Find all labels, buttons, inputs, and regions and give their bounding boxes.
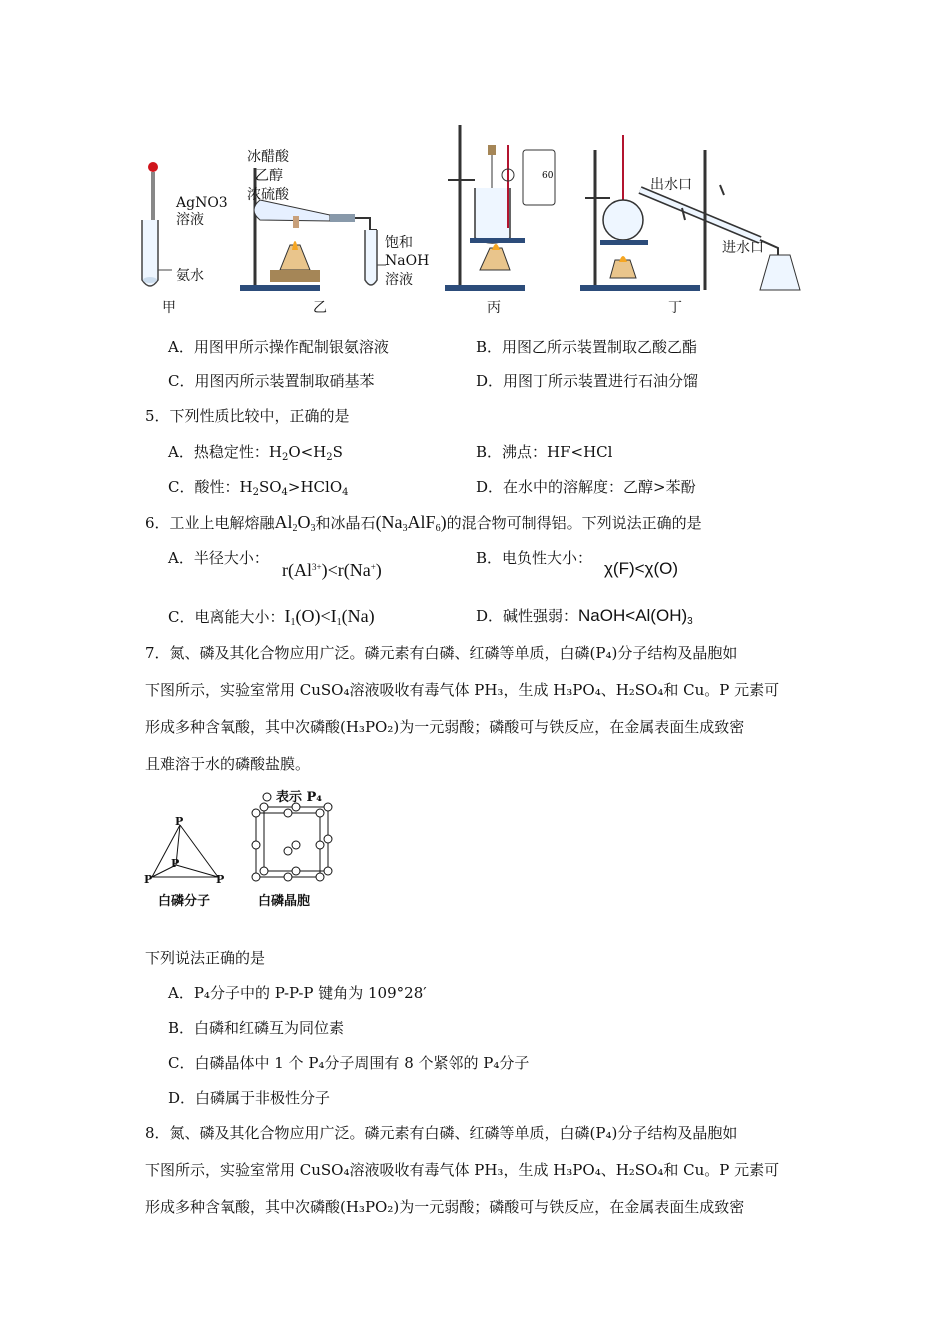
q7-option-c: C．白磷晶体中 1 个 P₄分子周围有 8 个紧邻的 P₄分子 [168,1054,530,1072]
q5-option-b: B．沸点：HF<HCl [476,443,613,461]
q7-option-a: A．P₄分子中的 P-P-P 键角为 109°28′ [168,984,427,1002]
q7-option-b: B．白磷和红磷互为同位素 [168,1019,345,1037]
q6-option-c: C．电离能大小：$I_1(O)<I_1(Na)$ [168,606,375,628]
yi-label-naoh: NaOH [385,253,430,269]
q5-option-c: C．酸性：$H_2SO_4>HClO_4$ [168,478,349,498]
p4-legend: 表示 P₄ [276,790,322,805]
q8-line-3: 形成多种含氧酸，其中次磷酸(H₃PO₂)为一元弱酸；磷酸可与铁反应，在金属表面生成致密 [145,1198,745,1216]
svg-text:P: P [144,873,153,885]
jia-label-agno3: AgNO3 [176,195,228,211]
q6-option-d: D．碱性强弱：$NaOH<Al(OH)_3$ [476,606,693,627]
q4-option-a: A．用图甲所示操作配制银氨溶液 [168,338,389,356]
q5-option-d: D．在水中的溶解度：乙醇>苯酚 [476,478,696,496]
q4-option-d: D．用图丁所示装置进行石油分馏 [476,372,699,390]
q5-option-a: A．热稳定性：$H_2O<H_2S$ [168,443,343,463]
apparatus-ding [580,135,800,291]
yi-label-sulfuric: 浓硫酸 [247,187,289,203]
yi-label-ethanol: 乙醇 [255,168,283,184]
q4-option-b: B．用图乙所示装置制取乙酸乙酯 [476,338,698,356]
q7-line-2: 下图所示，实验室常用 CuSO₄溶液吸收有毒气体 PH₃，生成 H₃PO₄、H₂SO₄和 Cu。P 元素可 [145,681,780,699]
caption-ding: 丁 [668,300,682,316]
svg-text:P: P [171,857,180,870]
p4-molecule [144,815,224,885]
q6-stem: 6．工业上电解熔融$Al_2O_3$和冰晶石$(Na_3AlF_6)$的混合物可制得铝。下列说法正确的是 [145,512,702,534]
caption-bing: 丙 [487,300,501,316]
q7-line-3: 形成多种含氧酸，其中次磷酸(H₃PO₂)为一元弱酸；磷酸可与铁反应，在金属表面生成致密 [145,718,745,736]
jia-label-ammonia: 氨水 [176,268,204,284]
q8-line-2: 下图所示，实验室常用 CuSO₄溶液吸收有毒气体 PH₃，生成 H₃PO₄、H₂SO₄和 Cu。P 元素可 [145,1161,780,1179]
ding-label-outlet: 出水口 [650,177,692,193]
svg-text:P: P [216,873,225,885]
apparatus-bing [445,125,555,291]
q7-line-4: 且难溶于水的磷酸盐膜。 [145,755,311,773]
yi-label-solution: 溶液 [385,272,413,288]
q6-option-b-expr: χ(F)<χ(O) [604,559,679,578]
q8-line-1: 8．氮、磷及其化合物应用广泛。磷元素有白磷、红磷等单质，白磷(P₄)分子结构及晶胞如 [145,1124,738,1142]
svg-text:P: P [175,815,184,828]
p4-molecule-caption: 白磷分子 [158,894,211,909]
q6-option-b: B．电负性大小： [476,549,593,567]
q7-option-d: D．白磷属于非极性分子 [168,1089,331,1107]
ding-label-inlet: 进水口 [722,240,764,256]
apparatus-figure [130,120,820,320]
yi-label-saturated: 饱和 [385,235,413,251]
q6-option-a-expr: $r(Al^{3+})<r(Na^+)$ [282,560,382,580]
q5-stem: 5．下列性质比较中，正确的是 [145,407,350,425]
q4-option-c: C．用图丙所示装置制取硝基苯 [168,372,375,390]
q7-line-1: 7．氮、磷及其化合物应用广泛。磷元素有白磷、红磷等单质，白磷(P₄)分子结构及晶胞如 [145,644,738,662]
thermo-reading: 60 [542,171,554,181]
jia-label-solution: 溶液 [176,212,204,228]
q6-option-a: A．半径大小： [168,549,269,567]
p4-cell-caption: 白磷晶胞 [258,894,311,909]
caption-yi: 乙 [313,300,327,316]
caption-jia: 甲 [162,300,176,316]
apparatus-jia [142,162,172,286]
yi-label-acetic: 冰醋酸 [247,149,289,165]
q7-question: 下列说法正确的是 [145,949,266,967]
